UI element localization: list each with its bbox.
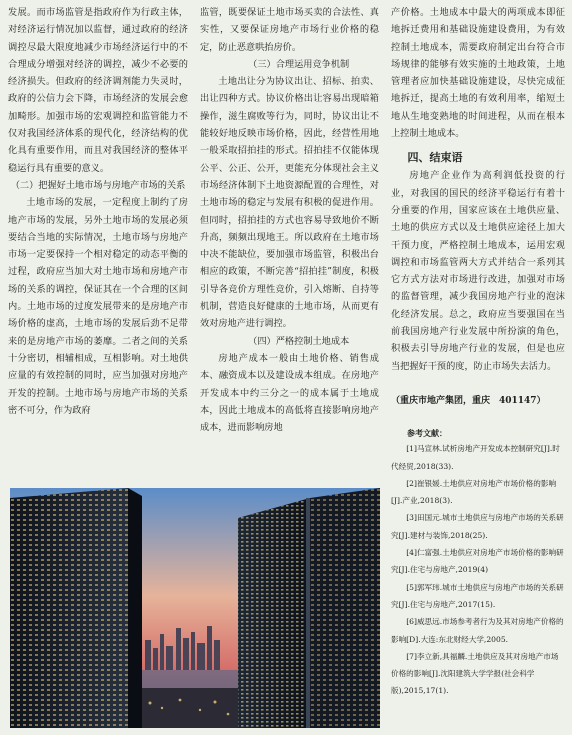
section-heading-land-cost: （四）严格控制土地成本 [248, 335, 350, 347]
text-column-1 [8, 4, 188, 419]
reference-item: [5]郭军玮.城市土地供应与房地产市场的关系研究[J].住宅与房地产,2017(15). [391, 582, 564, 609]
paragraph-land-market-relation: 土地市场的发展，一定程度上制约了房地产市场的发展，另外土地市场的发展必须要结合当地的实际情况，土地市场与房地产市场一定要保持一个相对稳定的动态平衡的过程，政府应当加大对土地市场和房地产市场的关系的调控，保证其在一个合理的区间内。土地市场的过度发展带来的是房地产市场价格的虚高，土地市场的发展后劲不足带来的是房地产市场的萎靡。二者之间的关系十分密切，相辅相成，互相影响。对土地供应量的有效控制的同时，应当加强对房地产开发的控制。土地市场与房地产市场的关系密不可分，作为政府 [8, 197, 188, 416]
text-column-3 [391, 4, 565, 700]
city-skyline-photo [10, 488, 380, 728]
reference-item: [4]仁富强.土地供应对房地产市场价格的影响研究[J].住宅与房地产,2019(4) [391, 548, 564, 575]
paragraph-market-regulation: 发展。而市场监管是指政府作为行政主体，对经济运行情况加以监督，通过政府的经济调控尽最大限度地减少市场经济运行中的不合理成分增强对经济的调控，减少不必要的经济损失。但政府的经济调剂能力失灵时，政府的公信力会下降，市场经济的发展会愈加畸形。加强市场的宏观调控和监管能力不仅对我国经济体系的现代化，经济结构的优化具有重要作用，而且对我国经济的整体平稳运行具有重要的意义。 [8, 7, 188, 174]
section-heading-competition: （三）合理运用竞争机制 [248, 58, 350, 70]
text-column-2 [200, 4, 379, 436]
paragraph-conclusion: 房地产企业作为高利润低投资的行业，对我国的国民的经济平稳运行有着十分重要的作用，国家应该在土地供应量、土地的供应方式以及土地供应途径上加大干预力度，严格控制土地成本，运用宏观调控和市场监管两大方式并结合一系列其它方式方法对市场进行改进，加强对市场的监督管理，减少我国房地产行业的泡沫化经济发展。总之，政府应当要强国在当前我国房地产行业发展中所扮演的角色，积极去引导房地产行业的发展，但是也应当把握好干预的度，防止市场失去活力。 [391, 170, 565, 372]
references-title: 参考文献： [407, 428, 447, 439]
reference-item: [3]田国元.城市土地供应与房地产市场的关系研究[J].建材与装饰,2018(25). [391, 513, 564, 540]
author-affiliation: （重庆市地产集团，重庆 401147） [391, 395, 546, 406]
paragraph-land-cost: 房地产成本一般由土地价格、销售成本、融资成本以及建设成本组成。在房地产开发成本中约三分之一的成本属于土地成本，因此土地成本的高低将直接影响房地产成本，进而影响房地 [200, 352, 379, 434]
reference-item: [6]威思远.市场参考者行为及其对房地产价格的影响[D].大连:东北财经大学,2005. [391, 617, 564, 644]
reference-item: [7]李立新,具福麟.土地供应及其对房地产市场价格的影响[J].沈阳建筑大学学报(社会科学版),2015,17(1). [391, 651, 559, 696]
paragraph-competition: 土地出让分为协议出让、招标、拍卖、出让四种方式。协议价格出让容易出现暗箱操作，滋生腐败等行为，同时，协议出让不能较好地反映市场价格，因此，经营性用地一般采取招拍挂的形式。招拍挂不仅能体现公平、公正、公开，更能充分体现社会主义市场经济体制下土地资源配置的合理性，对土地市场的稳定与发展有积极的促进作用。但同时，招拍挂的方式也容易导致地价不断升高，频频出现地王。所以政府在土地市场中决不能缺位，要加强市场监管，积极出台相应的政策，不断完善“招拍挂”制度，积极引导各竞价方理性竞价，引入熔断、自持等机制，营造良好健康的土地市场，从而更有效对房地产进行调控。 [200, 76, 379, 330]
reference-item: [2]崔银媛.土地供应对房地产市场价格的影响[J].产业,2018(3). [391, 478, 557, 506]
reference-item: [1]马宣林.试析房地产开发成本控制研究[J].时代经贸,2018(33). [391, 444, 560, 471]
section-heading-conclusion: 四、结束语 [407, 151, 463, 165]
paragraph-land-cost-continued: 产价格。土地成本中最大的两项成本即征地拆迁费用和基础设施建设费用，为有效控制土地成本，需要政府制定出台符合市场规律的能够有效实施的土地政策，土地管理者应加快基础设施建设，尽快完成征地拆迁，提高土地的有效利用率，缩短土地从生地变熟地的时间进程，从而在根本上控制土地成本。 [391, 7, 565, 140]
foreground-city [130, 688, 240, 728]
section-heading-land-market-relation: （二）把握好土地市场与房地产市场的关系 [10, 179, 186, 191]
paragraph-regulation-continued: 监管，既要保证土地市场买卖的合法性、真实性，又要保证房地产市场行业价格的稳定，防止恶意哄抬房价。 [200, 7, 379, 53]
references-list [391, 440, 565, 699]
left-tower [10, 488, 142, 728]
right-tower [238, 488, 380, 728]
